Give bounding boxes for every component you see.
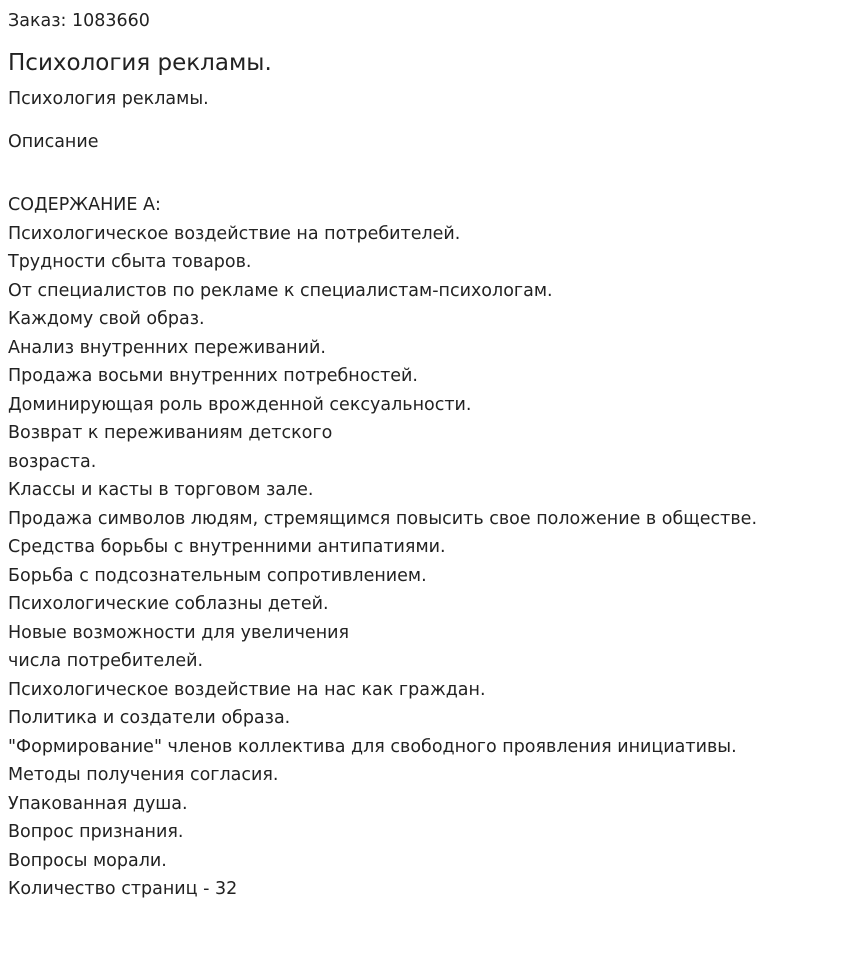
contents-line: Психологические соблазны детей. xyxy=(8,594,329,614)
contents-line: Упакованная душа. xyxy=(8,793,188,814)
contents-line: Каждому свой образ. xyxy=(8,309,205,329)
contents-line: Психологическое воздействие на потребителей. xyxy=(8,223,461,244)
contents-line: возраста. xyxy=(8,451,97,472)
contents-line: Продажа восьми внутренних потребностей. xyxy=(8,366,418,386)
contents-line: Новые возможности для увеличения xyxy=(8,622,350,643)
contents-list xyxy=(8,191,840,904)
contents-line: Методы получения согласия. xyxy=(8,765,279,785)
page-title: Психология рекламы. xyxy=(8,50,272,76)
contents-line: Психологическое воздействие на нас как граждан. xyxy=(8,679,486,700)
contents-line: Вопросы морали. xyxy=(8,850,167,871)
contents-line: СОДЕРЖАНИЕ А: xyxy=(8,195,161,215)
page-subtitle: Психология рекламы. xyxy=(8,89,209,109)
contents-line: Анализ внутренних переживаний. xyxy=(8,337,326,358)
order-number: Заказ: 1083660 xyxy=(8,11,150,31)
page-count: Количество страниц - 32 xyxy=(8,879,238,899)
contents-line: Доминирующая роль врожденной сексуальности. xyxy=(8,394,472,415)
contents-line: Вопрос признания. xyxy=(8,822,184,842)
description-heading: Описание xyxy=(8,132,99,152)
contents-line: "Формирование" членов коллектива для свободного проявления инициативы. xyxy=(8,736,737,757)
contents-line: Продажа символов людям, стремящимся повысить свое положение в обществе. xyxy=(8,508,758,529)
contents-line: Средства борьбы с внутренними антипатиями. xyxy=(8,537,446,557)
contents-line: От специалистов по рекламе к специалистам-психологам. xyxy=(8,280,553,301)
contents-line: Возврат к переживаниям детского xyxy=(8,423,333,443)
contents-line: Политика и создатели образа. xyxy=(8,708,291,728)
contents-line: Трудности сбыта товаров. xyxy=(8,252,252,272)
contents-line: Классы и касты в торговом зале. xyxy=(8,480,314,500)
contents-line: Борьба с подсознательным сопротивлением. xyxy=(8,565,427,586)
contents-line: числа потребителей. xyxy=(8,651,204,671)
